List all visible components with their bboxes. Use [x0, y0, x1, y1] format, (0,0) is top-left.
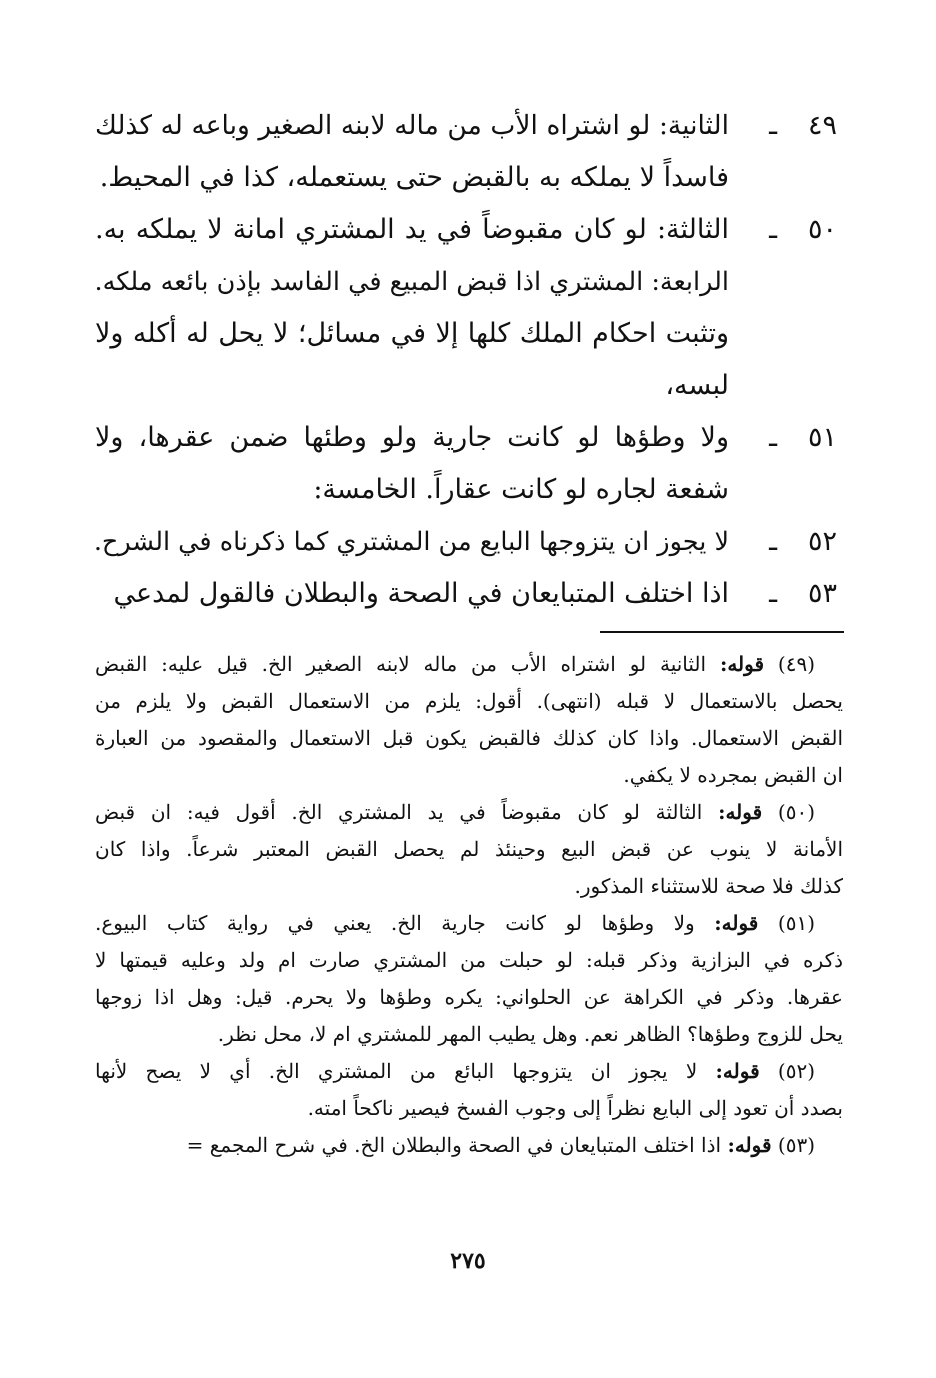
footnote-label: قوله: [718, 800, 763, 824]
footnote-separator [600, 631, 844, 633]
main-text-line: الثانية: لو اشتراه الأب من ماله لابنه الصغير وباعه له كذلك [95, 110, 729, 141]
entry-dash: ـ [769, 214, 777, 245]
footnote-text: الثالثة لو كان مقبوضاً في يد المشتري الخ. أقول فيه: ان قبض [95, 800, 703, 824]
entry-number-value: ٥١ [807, 422, 837, 453]
entry-number-value: ٤٩ [807, 110, 837, 141]
footnote-marker: (٤٩) [777, 652, 816, 676]
footnote [95, 1127, 843, 1164]
footnote-text: لا يجوز ان يتزوجها البائع من المشتري الخ. أي لا يصح لأنها [95, 1059, 698, 1083]
footnote-line: عقرها. وذكر في الكراهة عن الحلواني: يكره وطؤها ولا يحرم. قيل: وهل اذا زوجها [95, 985, 843, 1009]
entry-number [737, 516, 837, 568]
footnote-line: يحصل بالاستعمال لا قبله (انتهى). أقول: يلزم من الاستعمال القبض ولا يلزم من [95, 689, 843, 713]
entry-number [737, 204, 837, 256]
entry-number-value: ٥٠ [807, 214, 837, 245]
main-entry [95, 100, 837, 204]
footnote-label: قوله: [719, 652, 765, 676]
footnote-label: قوله: [727, 1133, 772, 1157]
footnote [95, 794, 843, 905]
footnote-line [95, 794, 843, 831]
main-text-line: ولا وطؤها لو كانت جارية ولو وطئها ضمن عقرها، ولا [95, 422, 729, 453]
page-number: ٢٧٥ [450, 1248, 486, 1274]
footnote-line: الأمانة لا ينوب عن قبض البيع وحينئذ لم يحصل القبض المعتبر شرعاً. واذا كان [95, 837, 843, 861]
main-entry [95, 568, 837, 620]
footnote-line: ان القبض بمجرده لا يكفي. [623, 763, 843, 787]
footnote-line: بصدد أن تعود إلى البايع نظراً إلى وجوب الفسخ فيصير ناكحاً امته. [307, 1096, 843, 1120]
main-entry [95, 516, 837, 568]
main-text-line: اذا اختلف المتبايعان في الصحة والبطلان فالقول لمدعي [113, 578, 729, 609]
footnote-line [95, 646, 843, 683]
main-text [95, 100, 837, 620]
footnote-text: اذا اختلف المتبايعان في الصحة والبطلان الخ. في شرح المجمع = [186, 1133, 722, 1157]
main-entry [95, 412, 837, 516]
main-text-line: فاسداً لا يملكه به بالقبض حتى يستعمله، كذا في المحيط. [99, 162, 729, 193]
footnote [95, 1053, 843, 1127]
footnote-line: ذكره في البزازية وذكر قبله: لو حبلت من المشتري صارت ام ولد وعليه قيمتها لا [95, 948, 843, 972]
footnote-marker: (٥٢) [777, 1059, 816, 1083]
footnote-line [95, 1053, 843, 1090]
entry-number-value: ٥٢ [807, 526, 837, 557]
entry-dash: ـ [769, 110, 777, 141]
footnote-label: قوله: [714, 911, 759, 935]
entry-number [737, 100, 837, 152]
footnote-marker: (٥٠) [777, 800, 816, 824]
entry-dash: ـ [769, 422, 777, 453]
main-text-line: شفعة لجاره لو كانت عقاراً. الخامسة: [313, 474, 729, 505]
entry-dash: ـ [769, 578, 777, 609]
footnote [95, 646, 843, 794]
footnote-line: كذلك فلا صحة للاستثناء المذكور. [574, 874, 843, 898]
main-text-line: الرابعة: المشتري اذا قبض المبيع في الفاسد بإذن بائعه ملكه. [94, 267, 729, 297]
footnote-marker: (٥١) [777, 911, 816, 935]
entry-number [737, 412, 837, 464]
footnote-marker: (٥٣) [777, 1133, 815, 1157]
entry-dash: ـ [769, 526, 777, 557]
footnote-line: يحل للزوج وطؤها؟ الظاهر نعم. وهل يطيب المهر للمشتري ام لا، محل نظر. [217, 1022, 843, 1046]
footnote-line: القبض الاستعمال. واذا كان كذلك فالقبض يكون قبل الاستعمال والمقصود من العبارة [95, 726, 843, 750]
main-entry [95, 204, 837, 412]
footnote-text: الثانية لو اشتراه الأب من ماله لابنه الصغير الخ. قيل عليه: القبض [95, 652, 707, 676]
footnote-text: ولا وطؤها لو كانت جارية الخ. يعني في رواية كتاب البيوع. [95, 911, 695, 935]
main-text-line: لبسه، [665, 370, 729, 401]
footnote [95, 905, 843, 1053]
main-text-line: وتثبت احكام الملك كلها إلا في مسائل؛ لا يحل له أكله ولا [95, 318, 729, 349]
entry-number [737, 568, 837, 620]
footnote-line [95, 1127, 843, 1164]
entry-number-value: ٥٣ [807, 578, 837, 609]
footnotes [95, 646, 843, 1164]
main-text-line: لا يجوز ان يتزوجها البايع من المشتري كما ذكرناه في الشرح. [93, 527, 729, 557]
footnote-label: قوله: [715, 1059, 760, 1083]
main-text-line: الثالثة: لو كان مقبوضاً في يد المشتري امانة لا يملكه به. [95, 214, 729, 245]
footnote-line [95, 905, 843, 942]
